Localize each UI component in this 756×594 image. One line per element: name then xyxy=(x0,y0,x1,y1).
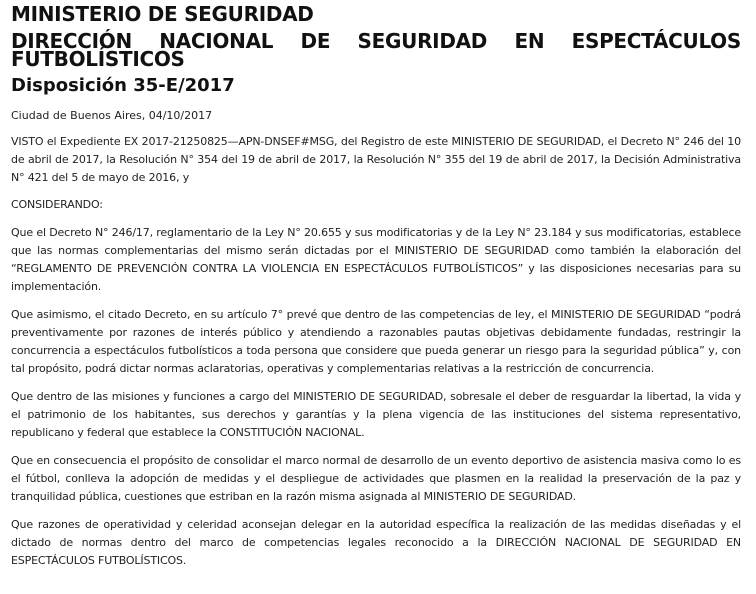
ministry-heading: MINISTERIO DE SEGURIDAD xyxy=(11,2,314,26)
place-date: Ciudad de Buenos Aires, 04/10/2017 xyxy=(11,109,213,122)
considerando-paragraph-1: Que el Decreto N° 246/17, reglamentario de la Ley N° 20.655 y sus modificatorias y de la Ley N° 23.184 y sus modificatorias, establece que las normas complementarias del mismo serán dictadas por el MINISTERIO DE SEGURIDAD como también la elaboración del “REGLAMENTO DE PREVENCIÓN CONTRA LA VIOLENCIA EN ESPECTÁCULOS FUTBOLÍSTICOS” y las disposiciones necesarias para su implementación. xyxy=(11,226,741,293)
disposicion-title: Disposición 35-E/2017 xyxy=(11,75,235,96)
direccion-heading: DIRECCIÓN NACIONAL DE SEGURIDAD EN ESPECTÁCULOS FUTBOLÍSTICOS xyxy=(11,29,741,71)
considerando-paragraph-2: Que asimismo, el citado Decreto, en su artículo 7° prevé que dentro de las competencias de ley, el MINISTERIO DE SEGURIDAD “podrá preventivamente por razones de interés público y atendiendo a razonables pautas objetivas debidamente fundadas, restringir la concurrencia a espectáculos futbolísticos a toda persona que considere que pueda generar un riesgo para la seguridad pública” y, con tal propósito, podrá dictar normas aclaratorias, operativas y complementarias relativas a la restricción de concurrencia. xyxy=(11,308,741,375)
considerando-paragraph-5: Que razones de operatividad y celeridad aconsejan delegar en la autoridad específica la realización de las medidas diseñadas y el dictado de normas dentro del marco de competencias legales reconocido a la DIRECCIÓN NACIONAL DE SEGURIDAD EN ESPECTÁCULOS FUTBOLÍSTICOS. xyxy=(11,518,741,567)
considerando-paragraph-4: Que en consecuencia el propósito de consolidar el marco normal de desarrollo de un evento deportivo de asistencia masiva como lo es el fútbol, conlleva la adopción de medidas y el despliegue de actividades que plasmen en la realidad la preservación de la paz y tranquilidad pública, cuestiones que estriban en la razón misma asignada al MINISTERIO DE SEGURIDAD. xyxy=(11,454,741,503)
considerando-label: CONSIDERANDO: xyxy=(11,198,103,211)
visto-paragraph: VISTO el Expediente EX 2017-21250825—APN-DNSEF#MSG, del Registro de este MINISTERIO DE SEGURIDAD, el Decreto N° 246 del 10 de abril de 2017, la Resolución N° 354 del 19 de abril de 2017, la Resolución N° 355 del 19 de abril de 2017, la Decisión Administrativa N° 421 del 5 de mayo de 2016, y xyxy=(11,135,741,184)
considerando-paragraph-3: Que dentro de las misiones y funciones a cargo del MINISTERIO DE SEGURIDAD, sobresale el deber de resguardar la libertad, la vida y el patrimonio de los habitantes, sus derechos y garantías y la plena vigencia de las instituciones del sistema representativo, republicano y federal que establece la CONSTITUCIÓN NACIONAL. xyxy=(11,390,741,439)
document-page xyxy=(11,0,741,570)
